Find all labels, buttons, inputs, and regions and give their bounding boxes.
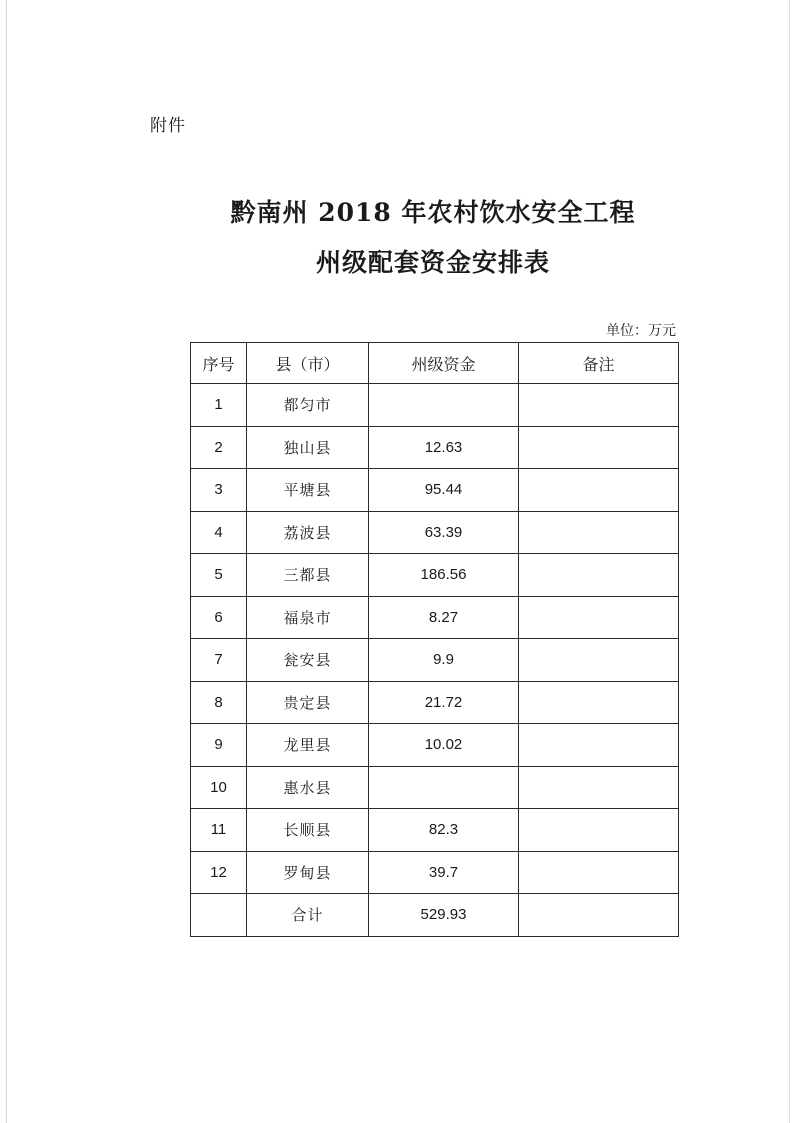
row-county: 长顺县 <box>247 809 369 852</box>
table-row <box>191 426 679 469</box>
table-row <box>191 511 679 554</box>
table-row <box>191 469 679 512</box>
row-index: 12 <box>191 851 247 894</box>
row-index: 11 <box>191 809 247 852</box>
row-note <box>519 554 679 597</box>
table-row <box>191 554 679 597</box>
row-funds: 39.7 <box>369 851 519 894</box>
table-total-row <box>191 894 679 937</box>
funds-allocation-table <box>190 342 679 937</box>
row-funds: 9.9 <box>369 639 519 682</box>
row-funds: 21.72 <box>369 681 519 724</box>
row-index: 2 <box>191 426 247 469</box>
row-county: 贵定县 <box>247 681 369 724</box>
row-note <box>519 724 679 767</box>
row-note <box>519 766 679 809</box>
row-county: 荔波县 <box>247 511 369 554</box>
row-county: 独山县 <box>247 426 369 469</box>
total-note <box>519 894 679 937</box>
row-county: 瓮安县 <box>247 639 369 682</box>
row-note <box>519 809 679 852</box>
table-row <box>191 809 679 852</box>
unit-label: 单位：万元 <box>606 323 676 339</box>
row-note <box>519 639 679 682</box>
row-funds: 8.27 <box>369 596 519 639</box>
row-note <box>519 851 679 894</box>
row-note <box>519 681 679 724</box>
row-index: 7 <box>191 639 247 682</box>
row-index: 10 <box>191 766 247 809</box>
row-funds: 95.44 <box>369 469 519 512</box>
attachment-label: 附件 <box>150 116 186 136</box>
table-row <box>191 851 679 894</box>
table-row <box>191 384 679 427</box>
row-note <box>519 511 679 554</box>
table-header-row <box>191 343 679 384</box>
total-funds: 529.93 <box>369 894 519 937</box>
row-funds: 82.3 <box>369 809 519 852</box>
row-index: 1 <box>191 384 247 427</box>
row-note <box>519 469 679 512</box>
table-row <box>191 766 679 809</box>
row-index: 5 <box>191 554 247 597</box>
row-index: 6 <box>191 596 247 639</box>
header-county: 县（市） <box>247 343 369 384</box>
row-funds: 63.39 <box>369 511 519 554</box>
row-county: 都匀市 <box>247 384 369 427</box>
document-title-line-1: 黔南州 2018 年农村饮水安全工程 <box>230 198 636 227</box>
table-row <box>191 724 679 767</box>
row-county: 福泉市 <box>247 596 369 639</box>
total-index <box>191 894 247 937</box>
table-row <box>191 639 679 682</box>
row-county: 罗甸县 <box>247 851 369 894</box>
table-row <box>191 681 679 724</box>
page-edge-left <box>6 0 7 1123</box>
row-county: 平塘县 <box>247 469 369 512</box>
row-index: 3 <box>191 469 247 512</box>
row-county: 三都县 <box>247 554 369 597</box>
row-note <box>519 426 679 469</box>
row-index: 9 <box>191 724 247 767</box>
row-funds: 12.63 <box>369 426 519 469</box>
row-county: 惠水县 <box>247 766 369 809</box>
row-note <box>519 384 679 427</box>
table-row <box>191 596 679 639</box>
row-index: 8 <box>191 681 247 724</box>
row-note <box>519 596 679 639</box>
page-edge-right <box>789 0 790 1123</box>
row-funds <box>369 384 519 427</box>
header-funds: 州级资金 <box>369 343 519 384</box>
row-funds: 186.56 <box>369 554 519 597</box>
row-funds <box>369 766 519 809</box>
row-funds: 10.02 <box>369 724 519 767</box>
header-note: 备注 <box>519 343 679 384</box>
row-index: 4 <box>191 511 247 554</box>
row-county: 龙里县 <box>247 724 369 767</box>
header-index: 序号 <box>191 343 247 384</box>
total-label: 合计 <box>247 894 369 937</box>
document-title-line-2: 州级配套资金安排表 <box>315 248 550 277</box>
